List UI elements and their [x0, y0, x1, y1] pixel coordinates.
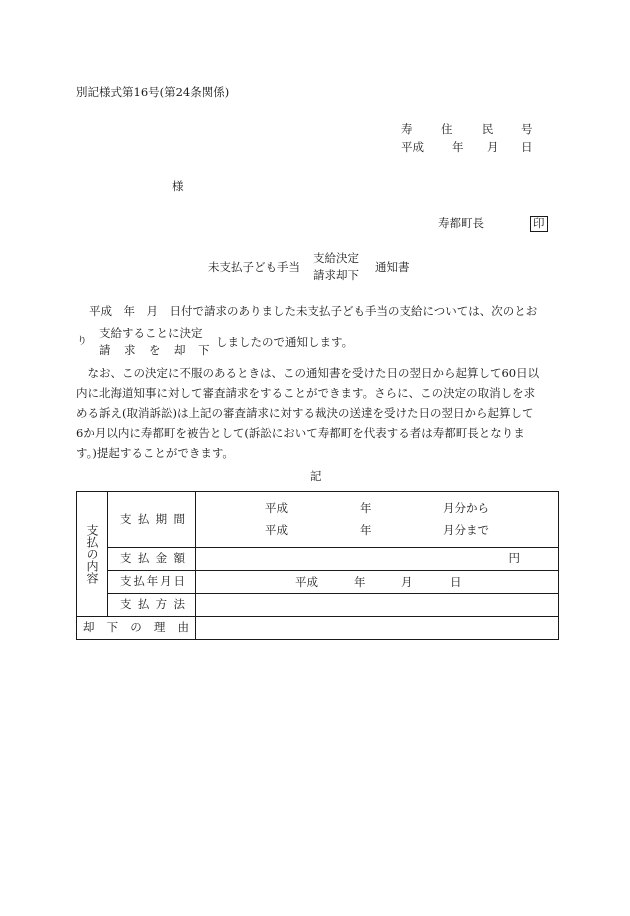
reject-char: 請 — [99, 343, 111, 357]
label-char: 法 — [173, 597, 185, 612]
reject-label-cell — [77, 617, 196, 640]
label-char: 下 — [106, 620, 119, 635]
body-line-2-tail: しましたので通知します。 — [216, 335, 354, 349]
period-from-year: 年 — [360, 501, 372, 515]
doc-title-suffix: 通知書 — [375, 260, 410, 274]
group-label: 支払の内容 — [85, 524, 99, 584]
reject-char: 求 — [124, 343, 136, 357]
para-line: める訴え(取消訴訟)は上記の審査請求に対する裁決の送達を受けた日の翌日から起算して — [76, 406, 534, 420]
label-char: 理 — [153, 620, 166, 635]
label-char: 支 — [120, 574, 132, 589]
seal-stamp: 印 — [530, 216, 548, 232]
method-value-cell — [196, 594, 559, 617]
form-id: 別記様式第16号(第24条関係) — [76, 85, 230, 99]
method-label — [108, 599, 195, 611]
label-char: 年 — [146, 574, 159, 589]
label-char: 支 — [120, 597, 132, 612]
reject-reason-label — [77, 622, 195, 634]
label-char: 支 — [120, 551, 132, 566]
label-char: 額 — [173, 551, 185, 566]
para-line: 6か月以内に寿都町を被告として(訴訟において寿都町を代表する者は寿都町長となりま — [76, 426, 525, 440]
label-char: 却 — [83, 620, 95, 635]
period-from-month: 月分から — [443, 501, 489, 515]
doc-title-option-reject: 請求却下 — [313, 268, 359, 282]
period-to-era: 平成 — [265, 523, 288, 537]
period-label-cell — [108, 492, 196, 548]
body-option-decide: 支給することに決定 — [99, 326, 203, 340]
pay-date-year: 年 — [354, 575, 366, 589]
reject-char: 却 — [174, 343, 186, 357]
label-char: 方 — [155, 597, 168, 612]
label-char: 支 — [120, 511, 132, 526]
date-year: 年 — [452, 140, 464, 154]
label-char: 払 — [133, 574, 145, 589]
date-value-cell — [196, 571, 559, 594]
amount-unit: 円 — [508, 551, 520, 566]
date-month: 月 — [487, 140, 499, 154]
addressee-char: 号 — [521, 122, 533, 136]
doc-title-prefix: 未支払子ども手当 — [208, 260, 300, 274]
reject-reason-value-cell — [196, 617, 559, 640]
label-char: 期 — [155, 511, 168, 526]
period-to-month: 月分まで — [443, 523, 489, 537]
pay-date-month: 月 — [401, 575, 413, 589]
issuer-title: 寿都町長 — [438, 216, 484, 230]
para-line: す。)提起することができます。 — [76, 446, 234, 460]
label-char: 日 — [173, 574, 185, 589]
reject-char: を — [149, 343, 161, 357]
group-label-cell — [77, 492, 108, 617]
period-value-cell — [196, 492, 559, 548]
payment-table — [76, 491, 559, 640]
date-day: 日 — [521, 140, 533, 154]
body-line-1: 平成 年 月 日付で請求のありました未支払子ども手当の支給については、次のとお — [89, 304, 538, 318]
addressee-char: 寿 — [401, 122, 413, 136]
amount-label-cell — [108, 548, 196, 571]
addressee-char: 住 — [441, 122, 453, 136]
label-char: 払 — [137, 551, 150, 566]
label-char: 払 — [137, 511, 150, 526]
pay-date-era: 平成 — [295, 575, 318, 589]
reject-char: 下 — [198, 343, 210, 357]
date-era: 平成 — [401, 140, 424, 154]
label-char: 間 — [173, 511, 185, 526]
label-char: 金 — [155, 551, 168, 566]
honorific: 様 — [172, 179, 184, 193]
doc-title-option-decide: 支給決定 — [313, 251, 359, 265]
period-label — [108, 511, 195, 526]
amount-value-cell — [196, 548, 559, 571]
label-char: 払 — [137, 597, 150, 612]
date-label-cell — [108, 571, 196, 594]
addressee-char: 民 — [482, 122, 494, 136]
para-line: 内に北海道知事に対して審査請求をすることができます。さらに、この決定の取消しを求 — [76, 386, 536, 400]
pay-date-day: 日 — [450, 575, 462, 589]
label-char: 由 — [177, 620, 189, 635]
label-char: 月 — [160, 574, 172, 589]
method-label-cell — [108, 594, 196, 617]
para-line: なお、この決定に不服のあるときは、この通知書を受けた日の翌日から起算して60日以 — [76, 366, 540, 380]
period-from-era: 平成 — [265, 501, 288, 515]
date-label — [108, 576, 195, 588]
ki-heading: 記 — [310, 469, 322, 483]
amount-label — [108, 553, 195, 565]
label-char: の — [130, 620, 142, 635]
body-ri: り — [77, 336, 87, 347]
period-to-year: 年 — [360, 523, 372, 537]
